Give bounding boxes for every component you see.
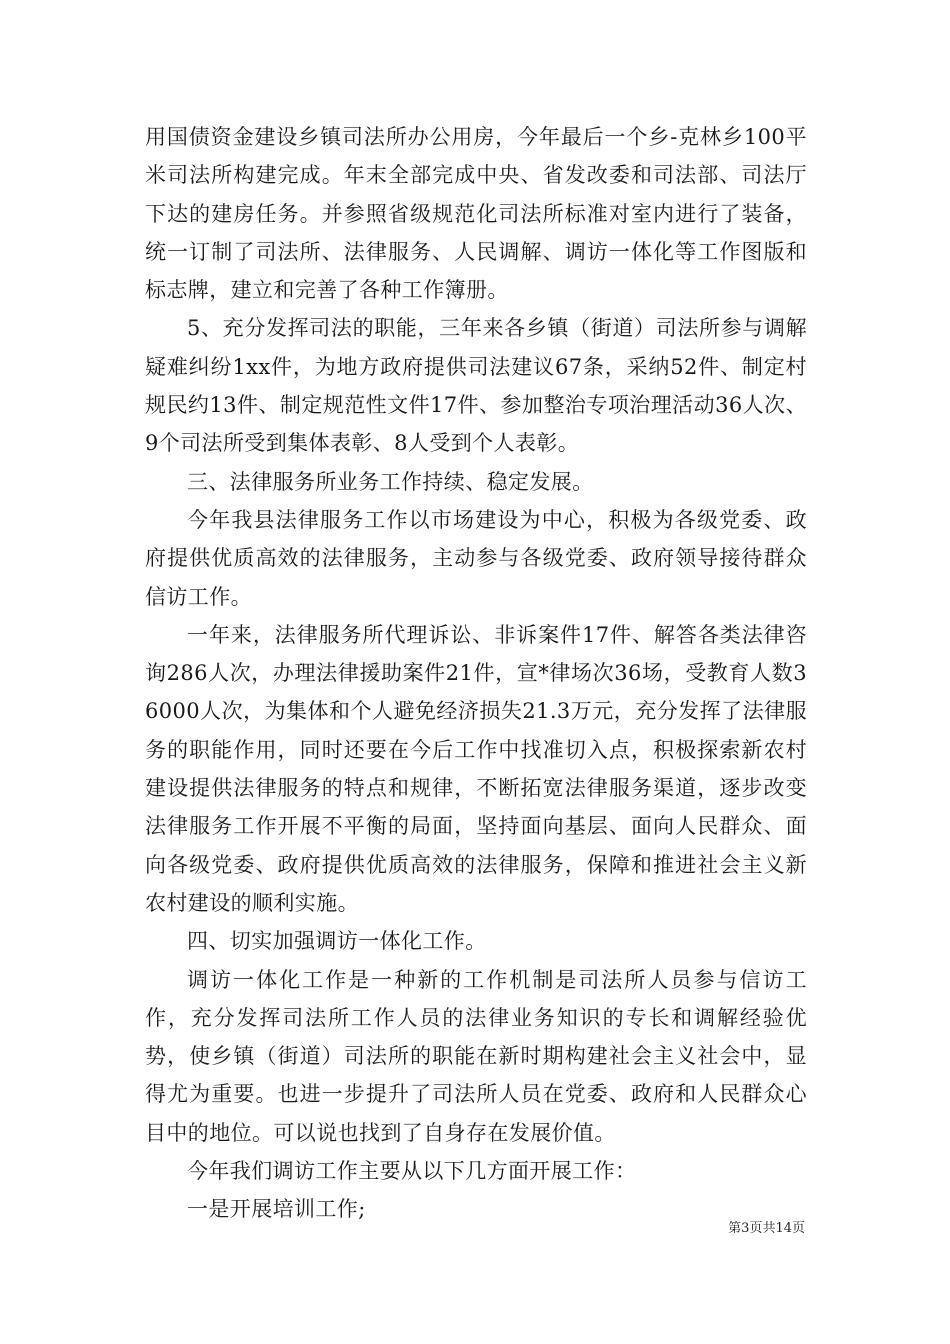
paragraph: 5、充分发挥司法的职能，三年来各乡镇（街道）司法所参与调解疑难纠纷1xx件，为地方政府提供司法建议67条，采纳52件、制定村规民约13件、制定规范性文件17件、参加整治专项治理活动36人次、9个司法所受到集体表彰、8人受到个人表彰。 [145, 316, 807, 456]
paragraph: 今年我们调访工作主要从以下几方面开展工作： [187, 1159, 637, 1184]
page-number: 第3页共14页 [728, 1221, 805, 1236]
paragraph: 今年我县法律服务工作以市场建设为中心，积极为各级党委、政府提供优质高效的法律服务，主动参与各级党委、政府领导接待群众信访工作。 [145, 507, 807, 609]
paragraph: 一是开展培训工作; [187, 1197, 366, 1222]
paragraph: 调访一体化工作是一种新的工作机制是司法所人员参与信访工作，充分发挥司法所工作人员的法律业务知识的专长和调解经验优势，使乡镇（街道）司法所的职能在新时期构建社会主义社会中，显得尤为重要。也进一步提升了司法所人员在党委、政府和人民群众心目中的地位。可以说也找到了自身存在发展价值。 [145, 967, 807, 1145]
paragraph: 用国债资金建设乡镇司法所办公用房，今年最后一个乡-克林乡100平米司法所构建完成。年末全部完成中央、省发改委和司法部、司法厅下达的建房任务。并参照省级规范化司法所标准对室内进行了装备，统一订制了司法所、法律服务、人民调解、调访一体化等工作图版和标志牌，建立和完善了各种工作簿册。 [145, 125, 807, 303]
document-body [145, 118, 807, 1229]
paragraph: 一年来，法律服务所代理诉讼、非诉案件17件、解答各类法律咨询286人次，办理法律援助案件21件，宣*律场次36场，受教育人数36000人次，为集体和个人避免经济损失21.3万元，充分发挥了法律服务的职能作用，同时还要在今后工作中找准切入点，积极探索新农村建设提供法律服务的特点和规律，不断拓宽法律服务渠道，逐步改变法律服务工作开展不平衡的局面，坚持面向基层、面向人民群众、面向各级党委、政府提供优质高效的法律服务，保障和推进社会主义新农村建设的顺利实施。 [145, 622, 807, 915]
section-heading: 四、切实加强调访一体化工作。 [187, 929, 487, 954]
section-heading: 三、法律服务所业务工作持续、稳定发展。 [187, 469, 594, 494]
